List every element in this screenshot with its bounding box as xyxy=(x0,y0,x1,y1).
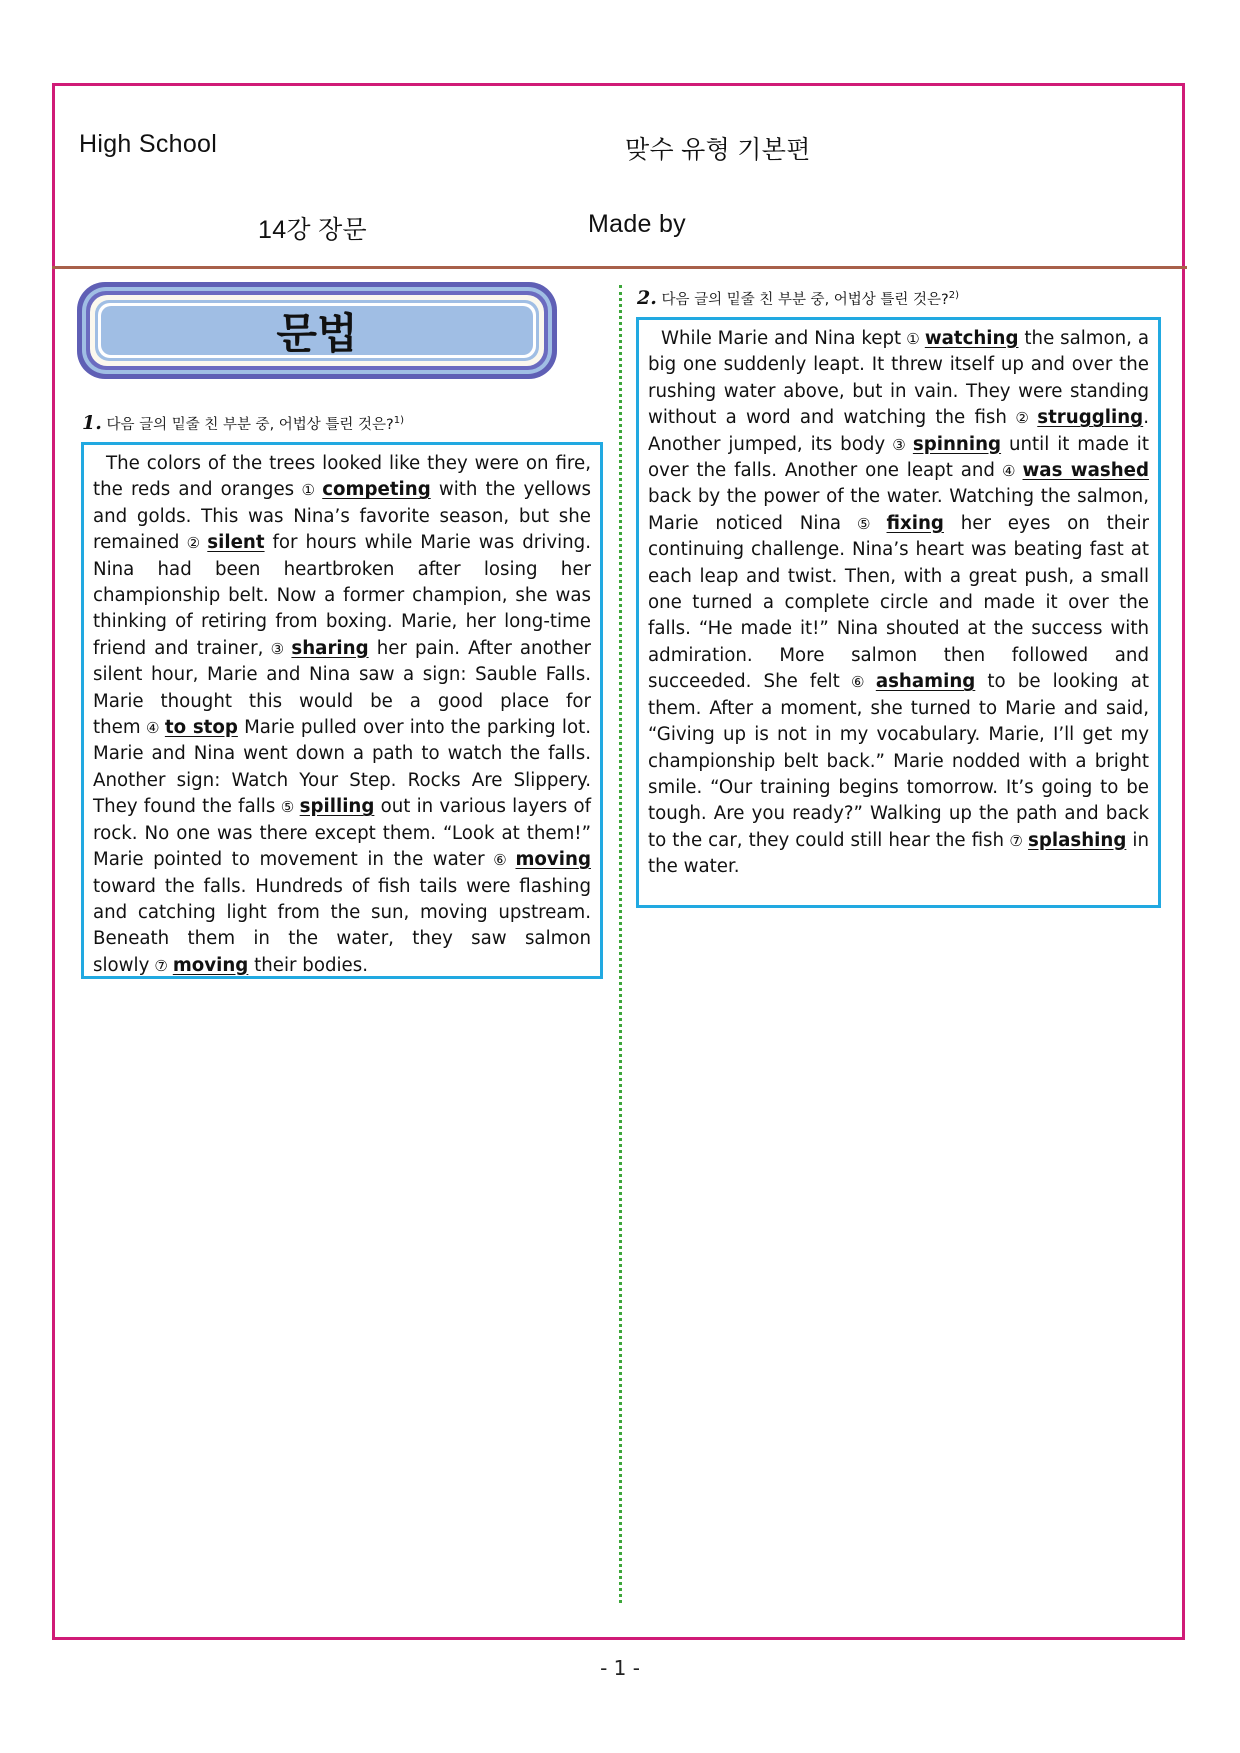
underlined-choice: sharing xyxy=(291,637,369,659)
header-lesson: 14강 장문 xyxy=(258,216,368,244)
underlined-choice: to stop xyxy=(164,717,238,739)
page-number: - 1 - xyxy=(600,1656,640,1680)
choice-number: ④ xyxy=(145,719,160,738)
choice-number: ⑥ xyxy=(844,673,871,692)
choice-number: ① xyxy=(906,330,920,348)
underlined-choice: splashing xyxy=(1028,829,1127,851)
underlined-choice: silent xyxy=(207,532,265,554)
footnote-ref: 2) xyxy=(948,290,960,302)
underlined-choice: watching xyxy=(924,328,1019,349)
question-2-passage: While Marie and Nina kept ① watching the salmon, a big one suddenly leapt. It threw itself up and over the rushing water above, but in vain. They were standing without a word and watching the fish ② struggling. Another jumped, its body ③ spinning until it made it over the falls. Another one leapt and ④ was washed back by the power of the water. Watching the salmon, Marie noticed Nina ⑤ fixing her eyes on their continuing challenge. Nina’s heart was beating fast at each leap and twist. Then, with a great push, a small one turned a complete circle and made it over the falls. “He made it!” Nina shouted at the success with admiration. More salmon then followed and succeeded. She felt ⑥ ashaming to be looking at them. After a moment, she turned to Marie and said, “Giving up is not in my vocabulary. Marie, I’ll get my championship belt back.” Marie nodded with a bright smile. “Our training begins tomorrow. It’s going to be tough. Are you ready?” Walking up the path and back to the car, they could still hear the fish ⑦ splashing in the water. xyxy=(636,317,1161,908)
column-divider xyxy=(619,285,622,1603)
header-made-by: Made by xyxy=(588,210,686,238)
underlined-choice: fixing xyxy=(886,512,944,534)
header-divider xyxy=(52,266,1187,269)
header-school: High School xyxy=(79,130,218,158)
underlined-choice: spinning xyxy=(912,433,1002,455)
choice-number: ⑤ xyxy=(280,798,295,817)
header-series-title: 맞수 유형 기본편 xyxy=(625,136,811,164)
question-prompt: 다음 글의 밑줄 친 부분 중, 어법상 틀린 것은? xyxy=(106,417,394,433)
choice-number: ⑤ xyxy=(846,514,882,533)
question-number: 1. xyxy=(82,412,102,434)
section-title: 문법 xyxy=(276,308,358,358)
underlined-choice: struggling xyxy=(1037,407,1144,429)
underlined-choice: ashaming xyxy=(875,671,976,693)
question-2-heading xyxy=(637,287,959,309)
section-banner xyxy=(77,282,557,379)
choice-number: ① xyxy=(299,481,318,500)
question-prompt: 다음 글의 밑줄 친 부분 중, 어법상 틀린 것은? xyxy=(661,292,949,308)
choice-number: ④ xyxy=(999,462,1018,481)
choice-number: ③ xyxy=(268,639,287,658)
choice-number: ③ xyxy=(890,435,908,454)
choice-number: ⑥ xyxy=(489,851,511,870)
choice-number: ⑦ xyxy=(154,956,168,975)
underlined-choice: moving xyxy=(172,954,249,976)
underlined-choice: was washed xyxy=(1022,460,1149,482)
underlined-choice: competing xyxy=(322,479,431,501)
choice-number: ② xyxy=(1011,409,1033,428)
footnote-ref: 1) xyxy=(393,415,405,427)
question-1-heading xyxy=(82,412,404,434)
underlined-choice: spilling xyxy=(299,796,375,818)
question-1-passage: The colors of the trees looked like they were on fire, the reds and oranges ① competing with the yellows and golds. This was Nina’s favorite season, but she remained ② silent for hours while Marie was driving. Nina had been heartbroken after losing her championship belt. Now a former champion, she was thinking of retiring from boxing. Marie, her long-time friend and trainer, ③ sharing her pain. After another silent hour, Marie and Nina saw a sign: Sauble Falls. Marie thought this would be a good place for them ④ to stop Marie pulled over into the parking lot. Marie and Nina went down a path to watch the falls. Another sign: Watch Your Step. Rocks Are Slippery. They found the falls ⑤ spilling out in various layers of rock. No one was there except them. “Look at them!” Marie pointed to movement in the water ⑥ moving toward the falls. Hundreds of fish tails were flashing and catching light from the sun, moving upstream. Beneath them in the water, they saw salmon slowly ⑦ moving their bodies. xyxy=(81,442,603,979)
underlined-choice: moving xyxy=(515,849,591,871)
choice-number: ② xyxy=(184,534,203,553)
question-number: 2. xyxy=(637,287,657,309)
choice-number: ⑦ xyxy=(1009,831,1024,850)
